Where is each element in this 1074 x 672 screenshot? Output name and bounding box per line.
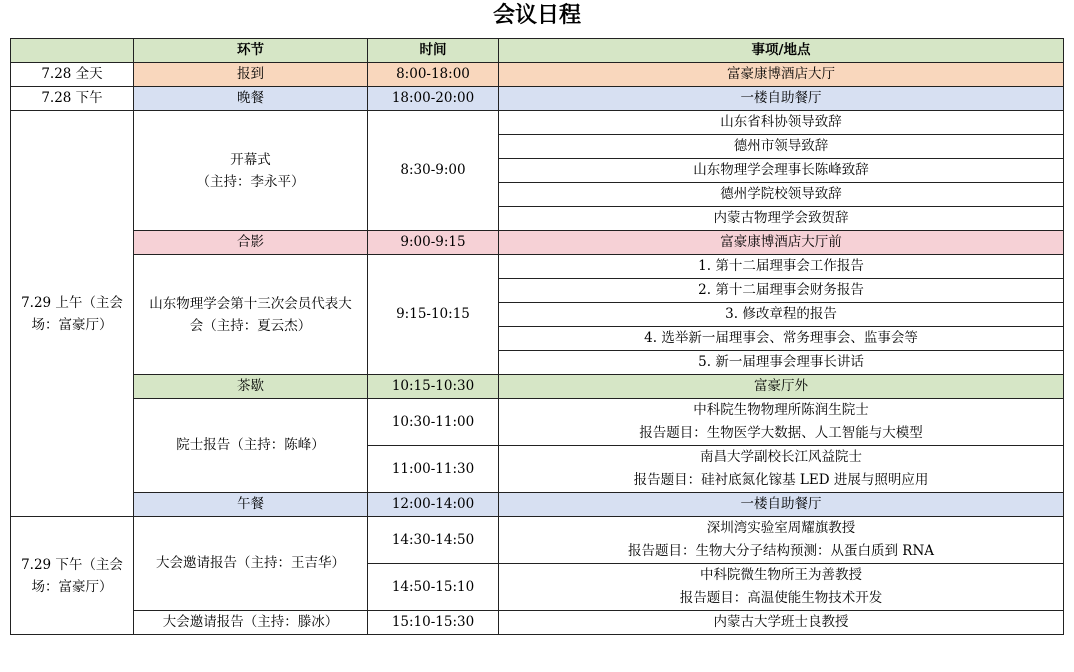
header-time: 时间 — [368, 39, 499, 63]
item-cell: 山东省科协领导致辞 — [499, 111, 1064, 135]
item-cell: 内蒙古物理学会致贺辞 — [499, 207, 1064, 231]
item-cell: 一楼自助餐厅 — [499, 87, 1064, 111]
time-cell: 9:15-10:15 — [368, 255, 499, 375]
table-row — [11, 375, 1064, 399]
table-row — [11, 517, 1064, 541]
date-cell: 7.28 下午 — [11, 87, 134, 111]
speaker-cell: 中科院生物物理所陈润生院士 — [499, 399, 1064, 423]
schedule-table — [10, 38, 1064, 635]
time-cell: 14:50-15:10 — [368, 564, 499, 611]
time-cell: 10:30-11:00 — [368, 399, 499, 446]
session-cell: 午餐 — [134, 493, 368, 517]
item-cell: 1. 第十二届理事会工作报告 — [499, 255, 1064, 279]
table-row — [11, 87, 1064, 111]
session-cell: 大会邀请报告（主持：王吉华） — [134, 517, 368, 611]
session-host: （主持：李永平） — [196, 173, 305, 190]
item-cell: 4. 选举新一届理事会、常务理事会、监事会等 — [499, 327, 1064, 351]
time-cell: 10:15-10:30 — [368, 375, 499, 399]
table-row — [11, 611, 1064, 635]
page-title: 会议日程 — [492, 3, 581, 28]
time-cell: 15:10-15:30 — [368, 611, 499, 635]
time-cell: 11:00-11:30 — [368, 446, 499, 493]
time-cell: 8:00-18:00 — [368, 63, 499, 87]
item-cell: 德州学院校领导致辞 — [499, 183, 1064, 207]
date-cell: 7.29 上午（主会场：富豪厅） — [11, 111, 134, 517]
item-cell: 一楼自助餐厅 — [499, 493, 1064, 517]
time-cell: 8:30-9:00 — [368, 111, 499, 231]
item-cell: 富豪康博酒店大厅 — [499, 63, 1064, 87]
table-row — [11, 111, 1064, 135]
time-cell: 18:00-20:00 — [368, 87, 499, 111]
session-cell — [134, 111, 368, 231]
table-row — [11, 255, 1064, 279]
date-cell: 7.28 全天 — [11, 63, 134, 87]
item-cell: 富豪厅外 — [499, 375, 1064, 399]
session-cell: 院士报告（主持：陈峰） — [134, 399, 368, 493]
table-row — [11, 399, 1064, 423]
session-cell: 合影 — [134, 231, 368, 255]
table-row — [11, 231, 1064, 255]
item-cell: 3. 修改章程的报告 — [499, 303, 1064, 327]
item-cell: 山东物理学会理事长陈峰致辞 — [499, 159, 1064, 183]
topic-cell: 报告题目：生物大分子结构预测：从蛋白质到 RNA — [499, 540, 1064, 564]
topic-cell: 报告题目：高温使能生物技术开发 — [499, 587, 1064, 611]
item-cell: 内蒙古大学班士良教授 — [499, 611, 1064, 635]
time-cell: 12:00-14:00 — [368, 493, 499, 517]
time-cell: 9:00-9:15 — [368, 231, 499, 255]
time-cell: 14:30-14:50 — [368, 517, 499, 564]
item-cell: 5. 新一届理事会理事长讲话 — [499, 351, 1064, 375]
session-cell: 大会邀请报告（主持：滕冰） — [134, 611, 368, 635]
speaker-cell: 深圳湾实验室周耀旗教授 — [499, 517, 1064, 541]
item-cell: 德州市领导致辞 — [499, 135, 1064, 159]
topic-cell: 报告题目：硅衬底氮化镓基 LED 进展与照明应用 — [499, 469, 1064, 493]
table-row — [11, 63, 1064, 87]
header-item: 事项/地点 — [499, 39, 1064, 63]
session-cell: 报到 — [134, 63, 368, 87]
session-name: 开幕式 — [230, 151, 271, 168]
speaker-cell: 中科院微生物所王为善教授 — [499, 564, 1064, 588]
header-row — [11, 39, 1064, 63]
header-date — [11, 39, 134, 63]
item-cell: 富豪康博酒店大厅前 — [499, 231, 1064, 255]
topic-cell: 报告题目：生物医学大数据、人工智能与大模型 — [499, 422, 1064, 446]
speaker-cell: 南昌大学副校长江风益院士 — [499, 446, 1064, 470]
session-cell: 茶歇 — [134, 375, 368, 399]
session-cell: 山东物理学会第十三次会员代表大会（主持：夏云杰） — [134, 255, 368, 375]
table-row — [11, 493, 1064, 517]
item-cell: 2. 第十二届理事会财务报告 — [499, 279, 1064, 303]
session-cell: 晚餐 — [134, 87, 368, 111]
header-session: 环节 — [134, 39, 368, 63]
date-cell: 7.29 下午（主会场：富豪厅） — [11, 517, 134, 635]
